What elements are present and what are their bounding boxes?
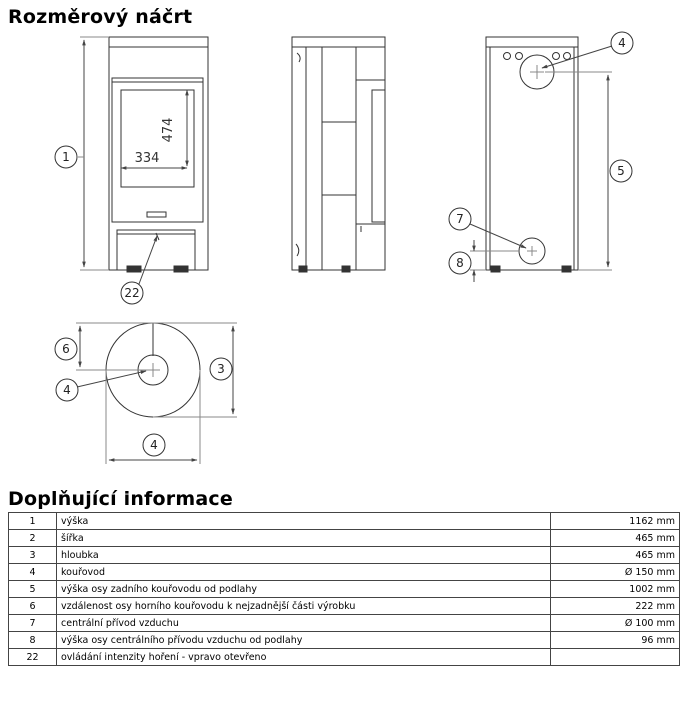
row-number: 22 bbox=[9, 649, 57, 666]
table-row bbox=[9, 564, 680, 581]
row-label: centrální přívod vzduchu bbox=[57, 615, 551, 632]
table-row bbox=[9, 632, 680, 649]
row-value: 1162 mm bbox=[551, 513, 680, 530]
front-view bbox=[55, 37, 208, 304]
row-number: 7 bbox=[9, 615, 57, 632]
row-number: 5 bbox=[9, 581, 57, 598]
table-row bbox=[9, 513, 680, 530]
callout-4-rear: 4 bbox=[618, 36, 626, 50]
sketch-heading: Rozměrový náčrt bbox=[8, 6, 193, 28]
row-value: 465 mm bbox=[551, 530, 680, 547]
row-label: výška osy zadního kouřovodu od podlahy bbox=[57, 581, 551, 598]
row-label: vzdálenost osy horního kouřovodu k nejzadnější části výrobku bbox=[57, 598, 551, 615]
table-row bbox=[9, 581, 680, 598]
callout-22: 22 bbox=[124, 286, 140, 300]
table-row bbox=[9, 598, 680, 615]
callout-1: 1 bbox=[62, 150, 70, 164]
callout-8: 8 bbox=[456, 256, 464, 270]
row-number: 4 bbox=[9, 564, 57, 581]
callout-7: 7 bbox=[456, 212, 464, 226]
callout-3: 3 bbox=[217, 362, 225, 376]
row-value: Ø 150 mm bbox=[551, 564, 680, 581]
info-heading: Doplňující informace bbox=[8, 488, 233, 510]
table-row bbox=[9, 547, 680, 564]
row-value bbox=[551, 649, 680, 666]
row-number: 3 bbox=[9, 547, 57, 564]
info-table bbox=[8, 512, 680, 666]
row-label: hloubka bbox=[57, 547, 551, 564]
side-view bbox=[292, 37, 385, 272]
row-number: 1 bbox=[9, 513, 57, 530]
dim-door-width: 334 bbox=[134, 151, 160, 166]
dim-door-height: 474 bbox=[161, 117, 176, 143]
row-number: 2 bbox=[9, 530, 57, 547]
row-value: 465 mm bbox=[551, 547, 680, 564]
row-number: 8 bbox=[9, 632, 57, 649]
row-label: šířka bbox=[57, 530, 551, 547]
row-label: kouřovod bbox=[57, 564, 551, 581]
callout-5: 5 bbox=[617, 164, 625, 178]
table-row bbox=[9, 530, 680, 547]
row-value: 96 mm bbox=[551, 632, 680, 649]
callout-4-width: 4 bbox=[150, 438, 158, 452]
row-value: 222 mm bbox=[551, 598, 680, 615]
table-row bbox=[9, 649, 680, 666]
table-row bbox=[9, 615, 680, 632]
callout-6: 6 bbox=[62, 342, 70, 356]
row-value: 1002 mm bbox=[551, 581, 680, 598]
row-label: výška bbox=[57, 513, 551, 530]
top-view bbox=[55, 323, 237, 464]
callout-4-top: 4 bbox=[63, 383, 71, 397]
row-number: 6 bbox=[9, 598, 57, 615]
row-label: výška osy centrálního přívodu vzduchu od podlahy bbox=[57, 632, 551, 649]
row-label: ovládání intenzity hoření - vpravo otevřeno bbox=[57, 649, 551, 666]
row-value: Ø 100 mm bbox=[551, 615, 680, 632]
rear-view bbox=[449, 32, 633, 282]
